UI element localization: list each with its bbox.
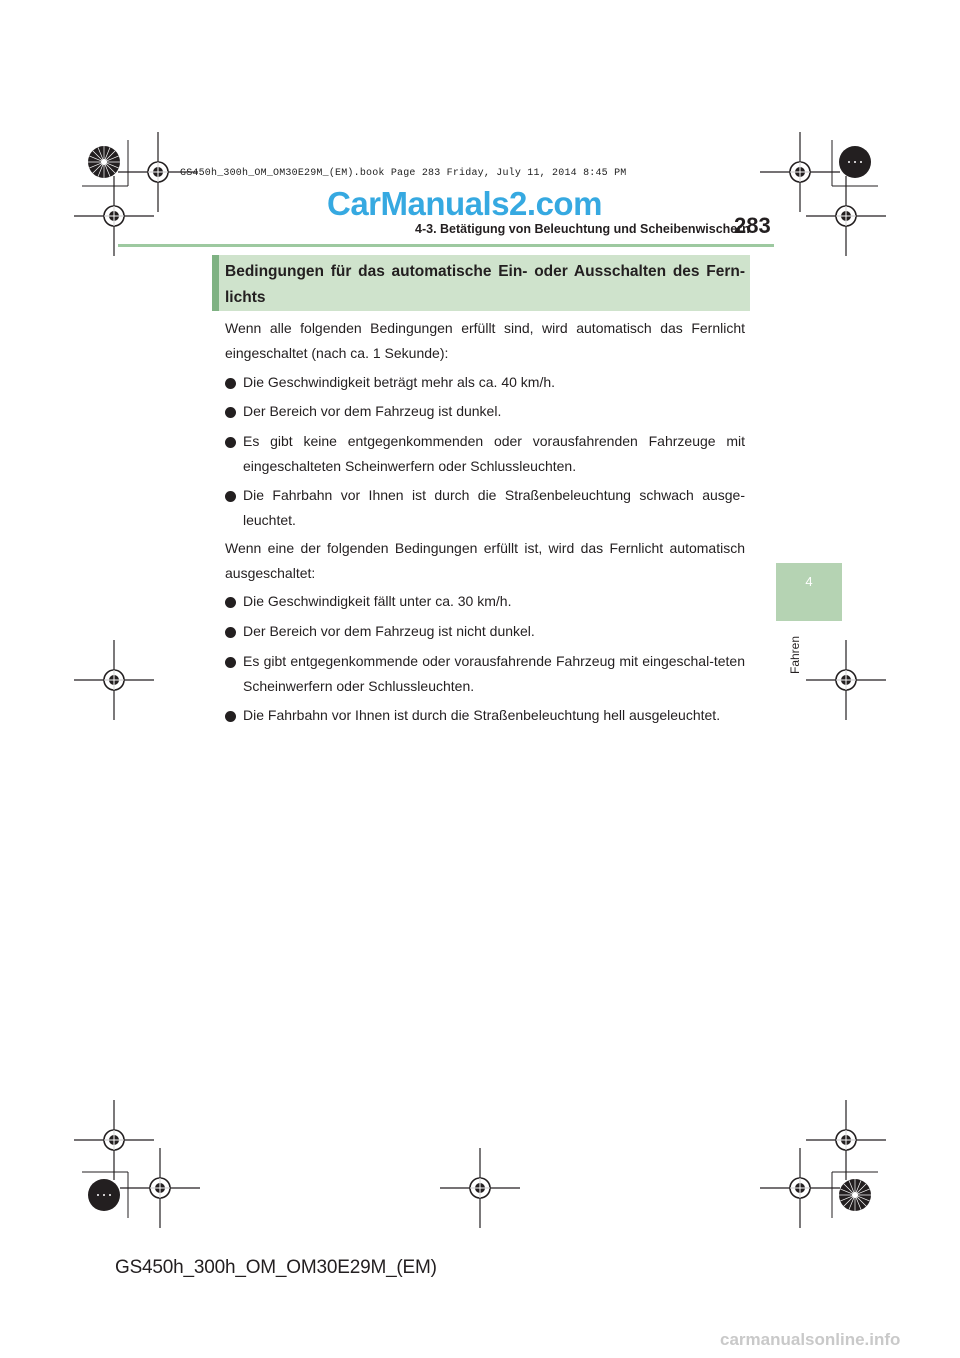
page-number: 283 xyxy=(734,213,771,238)
section-heading: Bedingungen für das automatische Ein- oder Ausschalten des Fern-lichts xyxy=(225,263,745,306)
chapter-number: 4 xyxy=(805,574,813,589)
bullet-icon xyxy=(225,407,236,418)
list-item: Die Fahrbahn vor Ihnen ist durch die Straßenbeleuchtung schwach ausge-leuchtet. xyxy=(225,483,745,533)
bullet-icon xyxy=(225,627,236,638)
watermark-bottom: carmanualsonline.info xyxy=(720,1330,901,1349)
list-item: Es gibt entgegenkommende oder vorausfahrende Fahrzeug mit eingeschal-teten Scheinwerfern oder Schlussleuchten. xyxy=(225,649,745,699)
bullet-icon xyxy=(225,657,236,668)
bullet-icon xyxy=(225,437,236,448)
chapter-tab xyxy=(776,563,842,621)
list-item: Der Bereich vor dem Fahrzeug ist nicht dunkel. xyxy=(225,619,745,644)
intro-off-paragraph: Wenn eine der folgenden Bedingungen erfüllt ist, wird das Fernlicht automatisch ausgeschaltet: xyxy=(225,540,745,581)
bullet-icon xyxy=(225,378,236,389)
chapter-label xyxy=(788,628,802,674)
list-item: Es gibt keine entgegenkommenden oder vorausfahrenden Fahrzeuge mit eingeschalteten Scheinwerfern oder Schlussleuchten. xyxy=(225,429,745,479)
list-item: Die Fahrbahn vor Ihnen ist durch die Straßenbeleuchtung hell ausgeleuchtet. xyxy=(225,703,745,728)
footer-code: GS450h_300h_OM_OM30E29M_(EM) xyxy=(115,1257,437,1278)
section-title: 4-3. Betätigung von Beleuchtung und Scheibenwischern xyxy=(415,222,750,236)
list-item: Der Bereich vor dem Fahrzeug ist dunkel. xyxy=(225,399,745,424)
watermark-top: CarManuals2.com xyxy=(327,185,602,222)
bullet-icon xyxy=(225,711,236,722)
print-info-line: GS450h_300h_OM_OM30E29M_(EM).book Page 283 Friday, July 11, 2014 8:45 PM xyxy=(180,168,627,179)
bullet-icon xyxy=(225,491,236,502)
intro-on-paragraph: Wenn alle folgenden Bedingungen erfüllt sind, wird automatisch das Fernlicht eingeschaltet (nach ca. 1 Sekunde): xyxy=(225,320,745,361)
heading-accent-bar xyxy=(212,255,219,311)
list-item: Die Geschwindigkeit fällt unter ca. 30 km/h. xyxy=(225,589,745,614)
chapter-label-text: Fahren xyxy=(788,635,802,674)
bullet-icon xyxy=(225,597,236,608)
list-item: Die Geschwindigkeit beträgt mehr als ca. 40 km/h. xyxy=(225,370,745,395)
header-rule xyxy=(118,244,774,247)
